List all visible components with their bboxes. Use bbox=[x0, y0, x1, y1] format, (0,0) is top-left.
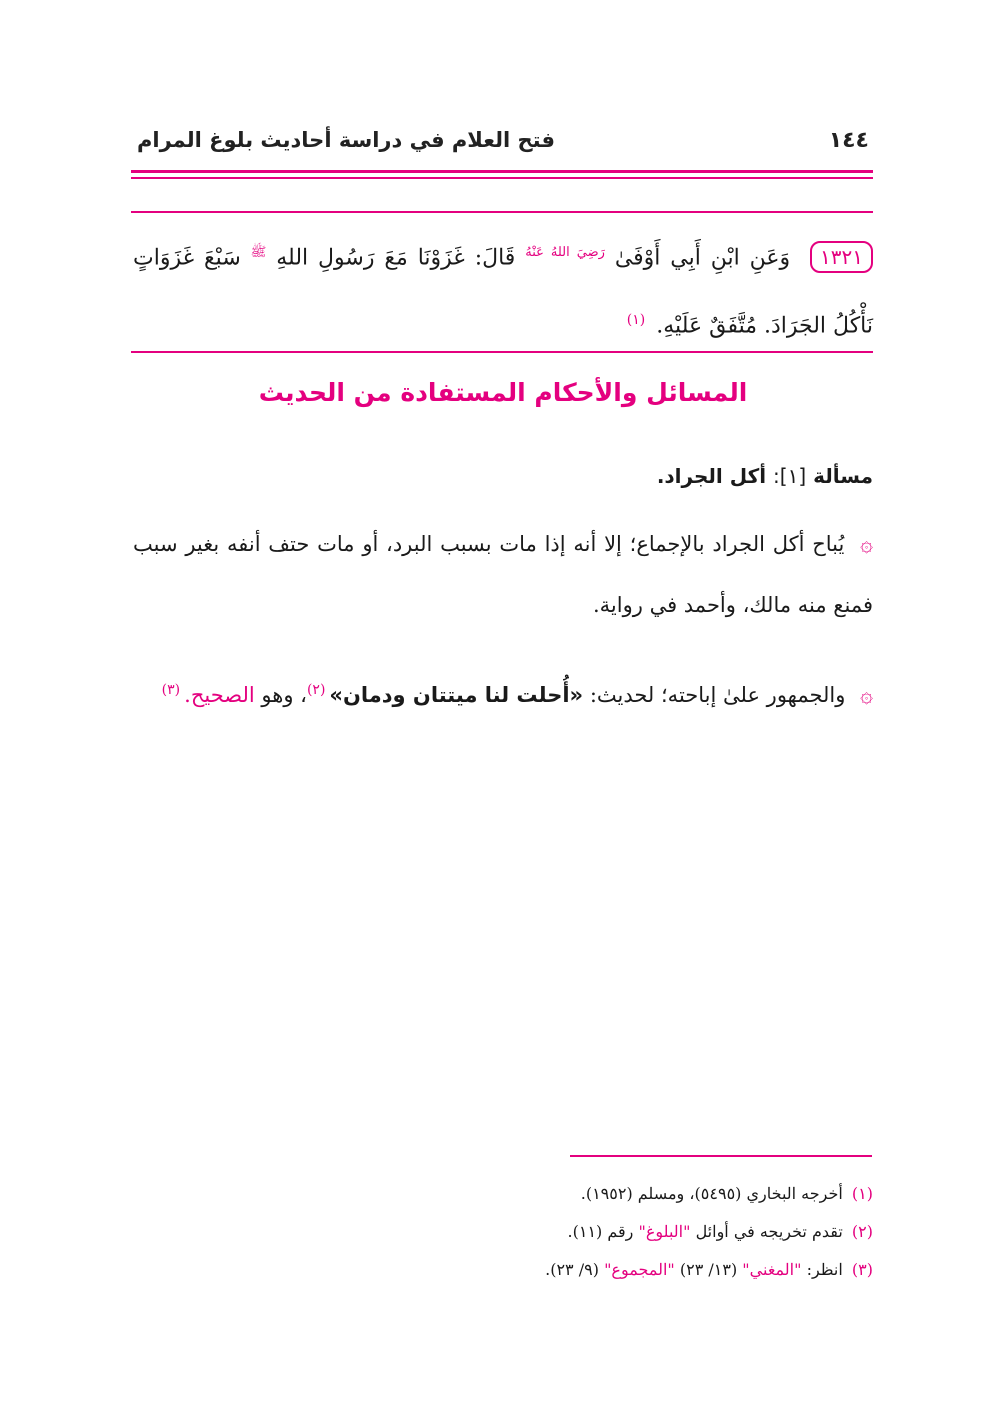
flower-bullet-icon: ۞ bbox=[860, 683, 873, 708]
hadith-text-part-b: قَالَ: غَزَوْنَا مَعَ رَسُولِ اللهِ bbox=[276, 245, 516, 271]
footnote-text: انظر: bbox=[806, 1260, 843, 1279]
footnote-separator bbox=[570, 1155, 872, 1157]
footnote-number: (٢) bbox=[851, 1222, 873, 1241]
footnote-ref-3: (٣) bbox=[161, 682, 181, 698]
issue-title: أكل الجراد. bbox=[656, 464, 767, 488]
flower-bullet-icon: ۞ bbox=[860, 532, 873, 557]
header-rule-thin bbox=[131, 177, 873, 179]
footnote-text: رقم (١١). bbox=[567, 1222, 634, 1241]
paragraph-2-text-c: الصحيح. bbox=[184, 683, 255, 707]
section-heading: المسائل والأحكام المستفادة من الحديث bbox=[258, 378, 748, 407]
prophet-honorific: ﷺ bbox=[250, 245, 267, 260]
footnote-ref-1: (١) bbox=[626, 312, 646, 329]
paragraph-1 bbox=[133, 514, 873, 635]
hadith-number-badge: ١٣٢١ bbox=[810, 241, 873, 273]
issue-line bbox=[133, 464, 873, 488]
footnote-book-title: "البلوغ" bbox=[638, 1222, 691, 1241]
hadith-quote: «أُحلت لنا ميتتان ودمان» bbox=[329, 683, 584, 707]
issue-label: مسألة bbox=[813, 464, 873, 488]
footnotes bbox=[133, 1175, 873, 1289]
running-header bbox=[133, 128, 873, 164]
footnote-text: (٩/ ٢٣). bbox=[545, 1260, 599, 1279]
book-title: فتح العلام في دراسة أحاديث بلوغ المرام bbox=[137, 128, 555, 152]
footnote-3 bbox=[133, 1251, 873, 1289]
footnote-text: (١٣/ ٢٣) bbox=[679, 1260, 738, 1279]
footnote-book-title: "المغني" bbox=[742, 1260, 802, 1279]
header-rule-thick bbox=[131, 170, 873, 173]
paragraph-2 bbox=[133, 660, 873, 726]
footnote-book-title: "المجموع" bbox=[604, 1260, 675, 1279]
paragraph-2-text-b: ، وهو bbox=[261, 683, 307, 707]
footnote-ref-2: (٢) bbox=[306, 682, 326, 698]
footnote-1 bbox=[133, 1175, 873, 1213]
issue-number: [١]: bbox=[773, 464, 807, 488]
hadith-text-part-a: وَعَنِ ابْنِ أَبِي أَوْفَىٰ bbox=[614, 245, 791, 271]
page-number: ١٤٤ bbox=[828, 128, 869, 153]
hadith-bottom-rule bbox=[131, 351, 873, 353]
footnote-text: أخرجه البخاري (٥٤٩٥)، ومسلم (١٩٥٢). bbox=[580, 1184, 843, 1203]
paragraph-1-text: يُباح أكل الجراد بالإجماع؛ إلا أنه إذا مات بسبب البرد، أو مات حتف أنفه بغير سبب فمنع منه مالك، وأحمد في رواية. bbox=[133, 532, 873, 617]
footnote-number: (٣) bbox=[851, 1260, 873, 1279]
paragraph-2-text-a: والجمهور علىٰ إباحته؛ لحديث: bbox=[589, 683, 846, 707]
footnote-number: (١) bbox=[851, 1184, 873, 1203]
footnote-2 bbox=[133, 1213, 873, 1251]
footnote-text: تقدم تخريجه في أوائل bbox=[695, 1222, 843, 1241]
hadith-text bbox=[133, 222, 873, 358]
hadith-text-part-c: سَبْعَ غَزَوَاتٍ نَأْكُلُ الجَرَادَ. مُتَّفَقٌ عَلَيْهِ. bbox=[133, 245, 873, 339]
companion-honorific: رَضِيَ اللهُ عَنْهُ bbox=[525, 245, 605, 260]
hadith-top-rule bbox=[131, 211, 873, 213]
